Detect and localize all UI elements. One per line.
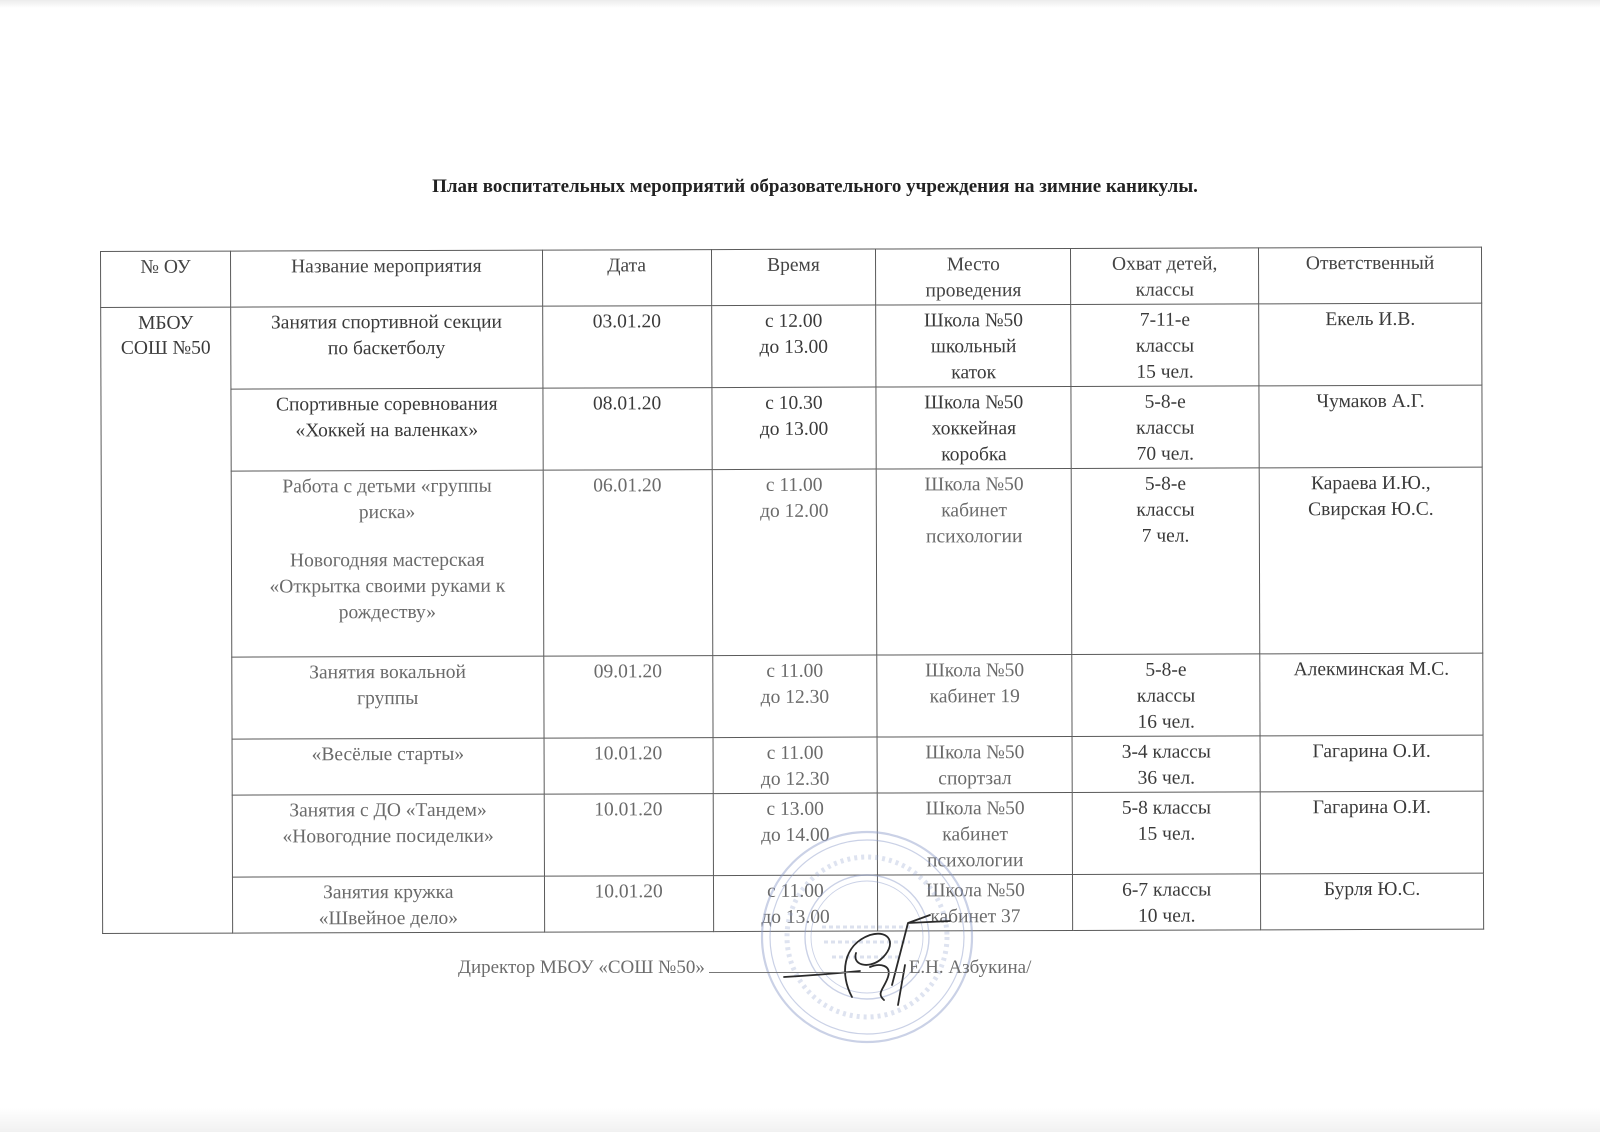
table-row xyxy=(101,467,1483,657)
date-cell: 09.01.20 xyxy=(543,656,712,739)
time-cell: с 13.00 до 14.00 xyxy=(713,793,878,876)
event-name-cell: Спортивные соревнования «Хоккей на валенках» xyxy=(231,388,543,471)
place-cell: Школа №50 кабинет психологии xyxy=(877,468,1072,655)
table-row xyxy=(101,303,1482,389)
event-name-primary: Работа с детьми «группы риска» xyxy=(282,475,492,524)
coverage-cell: 5-8-е классы 7 чел. xyxy=(1071,468,1259,655)
header-place: Место проведения xyxy=(876,248,1071,305)
place-cell: Школа №50 кабинет 19 xyxy=(877,654,1072,737)
signature-underline xyxy=(709,972,905,973)
date-cell: 06.01.20 xyxy=(543,470,712,657)
coverage-cell: 5-8-е классы 70 чел. xyxy=(1071,386,1259,469)
table-row xyxy=(102,791,1483,877)
header-event-name: Название мероприятия xyxy=(230,250,542,307)
event-name-secondary: Новогодняя мастерская «Открытка своими руками к рождеству» xyxy=(269,549,506,624)
time-cell: с 11.00 до 12.30 xyxy=(712,655,877,738)
responsible-cell: Гагарина О.И. xyxy=(1260,735,1483,792)
event-name-cell: Занятия кружка «Швейное дело» xyxy=(232,876,544,933)
school-cell: МБОУ СОШ №50 xyxy=(101,307,233,933)
scan-edge-bottom xyxy=(0,1108,1600,1132)
place-cell: Школа №50 школьный каток xyxy=(876,304,1071,387)
date-cell: 08.01.20 xyxy=(543,388,712,471)
responsible-cell: Чумаков А.Г. xyxy=(1259,385,1482,468)
header-date: Дата xyxy=(542,250,711,307)
place-cell: Школа №50 кабинет психологии xyxy=(878,792,1073,875)
table-row xyxy=(102,735,1483,795)
place-cell: Школа №50 хоккейная коробка xyxy=(876,386,1071,469)
header-time: Время xyxy=(711,249,876,306)
coverage-cell: 5-8-е классы 16 чел. xyxy=(1072,654,1260,737)
event-name-cell: Занятия с ДО «Тандем» «Новогодние посиделки» xyxy=(232,794,544,877)
event-name-cell: «Весёлые старты» xyxy=(232,738,544,795)
coverage-cell: 7-11-е классы 15 чел. xyxy=(1071,304,1259,387)
place-cell: Школа №50 кабинет 37 xyxy=(878,874,1073,931)
time-cell: с 12.00 до 13.00 xyxy=(711,305,876,388)
director-name: Е.Н. Азбукина/ xyxy=(908,957,1032,978)
time-cell: с 10.30 до 13.00 xyxy=(711,387,876,470)
table-row xyxy=(102,873,1483,933)
scan-edge-top xyxy=(0,0,1600,8)
place-cell: Школа №50 спортзал xyxy=(877,736,1072,793)
event-name-cell: Занятия спортивной секции по баскетболу xyxy=(231,306,543,389)
table-header-row xyxy=(101,247,1482,307)
date-cell: 10.01.20 xyxy=(544,876,713,933)
event-name-cell: Занятия вокальной группы xyxy=(232,656,544,739)
event-name-gap xyxy=(238,526,537,549)
coverage-cell: 5-8 классы 15 чел. xyxy=(1072,792,1260,875)
events-table xyxy=(100,247,1484,934)
responsible-cell: Гагарина О.И. xyxy=(1260,791,1483,874)
date-cell: 10.01.20 xyxy=(544,738,713,795)
time-cell: с 11.00 до 12.30 xyxy=(713,737,878,794)
header-coverage: Охват детей, классы xyxy=(1071,248,1259,305)
footer-signature-line xyxy=(458,957,1031,979)
responsible-cell: Бурля Ю.С. xyxy=(1261,873,1484,930)
responsible-cell: Екель И.В. xyxy=(1259,303,1482,386)
header-responsible: Ответственный xyxy=(1259,247,1482,304)
table-row xyxy=(102,653,1483,739)
time-cell: с 11.00 до 13.00 xyxy=(713,875,878,932)
responsible-cell: Алекминская М.С. xyxy=(1260,653,1483,736)
responsible-cell: Караева И.Ю., Свирская Ю.С. xyxy=(1259,467,1483,654)
coverage-cell: 6-7 классы 10 чел. xyxy=(1073,874,1261,931)
date-cell: 10.01.20 xyxy=(544,794,713,877)
director-position: Директор МБОУ «СОШ №50» xyxy=(458,957,705,978)
time-cell: с 11.00 до 12.00 xyxy=(712,469,877,656)
header-ou: № ОУ xyxy=(101,251,231,307)
table-row xyxy=(101,385,1482,471)
page-title: План воспитательных мероприятий образовательного учреждения на зимние каникулы. xyxy=(432,176,1198,197)
coverage-cell: 3-4 классы 36 чел. xyxy=(1072,736,1260,793)
date-cell: 03.01.20 xyxy=(542,306,711,389)
event-name-cell xyxy=(231,470,543,657)
